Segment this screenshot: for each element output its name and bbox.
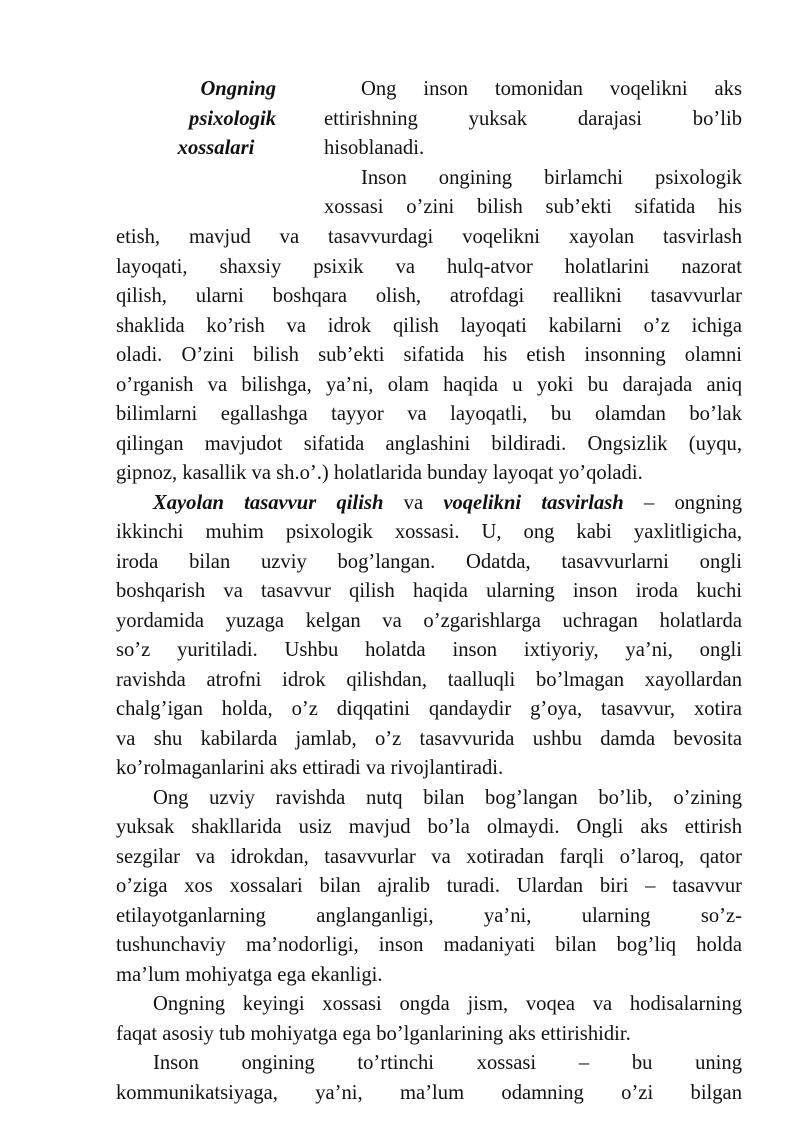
side-heading-line-3: xossalari bbox=[177, 137, 255, 159]
text-line: layoqati, shaxsiy psixik va hulq-atvor holatlarini nazorat bbox=[116, 255, 742, 278]
text-line: xossasi o’zini bilish sub’ekti sifatida his bbox=[324, 196, 742, 218]
text-line: sezgilar va idrokdan, tasavvurlar va xotiradan farqli o’laroq, qator bbox=[116, 845, 742, 868]
text-span: – ongning bbox=[623, 491, 743, 514]
text-line: etish, mavjud va tasavvurdagi voqelikni xayolan tasvirlash bbox=[116, 226, 742, 248]
emphasis-term: Xayolan tasavvur qilish bbox=[153, 491, 384, 514]
text-line: gipnoz, kasallik va sh.o’.) holatlarida bunday layoqat yo’qoladi. bbox=[116, 462, 643, 484]
text-line bbox=[116, 489, 742, 519]
text-line: ko’rolmaganlarini aks ettiradi va rivojlantiradi. bbox=[116, 757, 504, 779]
paragraph-2 bbox=[116, 489, 742, 784]
paragraph-4 bbox=[116, 990, 742, 1049]
intro-text bbox=[324, 75, 742, 223]
text-line: ettirishning yuksak darajasi bo’lib bbox=[324, 107, 742, 130]
text-line: Inson ongining birlamchi psixologik bbox=[361, 166, 742, 189]
text-line: Ongning keyingi xossasi ongda jism, voqea va hodisalarning bbox=[153, 993, 742, 1015]
text-line: tushunchaviy ma’nodorligi, inson madaniyati bilan bog’liq holda bbox=[116, 934, 742, 956]
text-line: va shu kabilarda jamlab, o’z tasavvurida ushbu damda bevosita bbox=[116, 727, 742, 750]
text-line: o’rganish va bilishga, ya’ni, olam haqida u yoki bu darajada aniq bbox=[116, 373, 742, 396]
text-line: o’ziga xos xossalari bilan ajralib turadi. Ulardan biri – tasavvur bbox=[116, 875, 742, 897]
paragraph-3 bbox=[116, 784, 742, 991]
paragraph-1 bbox=[116, 223, 742, 489]
text-line: Ong inson tomonidan voqelikni aks bbox=[361, 78, 742, 100]
side-heading-line-2: psixologik bbox=[189, 107, 276, 130]
side-heading bbox=[146, 75, 276, 164]
text-line: etilayotganlarning anglanganligi, ya’ni, ularning so’z- bbox=[116, 904, 742, 927]
text-line: kommunikatsiyaga, ya’ni, ma’lum odamning o’zi bilgan bbox=[116, 1081, 742, 1104]
text-line: Inson ongining to’rtinchi xossasi – bu uning bbox=[153, 1052, 742, 1074]
text-line: qilingan mavjudot sifatida anglashini bildiradi. Ongsizlik (uyqu, bbox=[116, 432, 742, 455]
text-line: yordamida yuzaga kelgan va o’zgarishlarga uchragan holatlarda bbox=[116, 609, 742, 632]
text-line: iroda bilan uzviy bog’langan. Odatda, tasavvurlarni ongli bbox=[116, 550, 742, 573]
paragraph-5 bbox=[116, 1049, 742, 1108]
text-line: shaklida ko’rish va idrok qilish layoqati kabilarni o’z ichiga bbox=[116, 314, 742, 337]
text-line: faqat asosiy tub mohiyatga ega bo’lganlarining aks ettirishidir. bbox=[116, 1022, 631, 1045]
text-line: ikkinchi muhim psixologik xossasi. U, ong kabi yaxlitligicha, bbox=[116, 521, 742, 543]
text-line: oladi. O’zini bilish sub’ekti sifatida his etish insonning olamni bbox=[116, 344, 742, 366]
text-line: ravishda atrofni idrok qilishdan, taalluqli bo’lmagan xayollardan bbox=[116, 668, 742, 691]
text-line: qilish, ularni boshqara olish, atrofdagi reallikni tasavvurlar bbox=[116, 285, 742, 307]
text-span: va bbox=[383, 491, 444, 514]
text-line: boshqarish va tasavvur qilish haqida ularning inson iroda kuchi bbox=[116, 580, 742, 602]
text-line: chalg’igan holda, o’z diqqatini qandaydir g’oya, tasavvur, xotira bbox=[116, 698, 742, 720]
emphasis-term: voqelikni tasvirlash bbox=[443, 491, 624, 514]
top-block bbox=[116, 75, 742, 223]
text-line: ma’lum mohiyatga ega ekanligi. bbox=[116, 963, 383, 986]
text-line: so’z yuritiladi. Ushbu holatda inson ixtiyoriy, ya’ni, ongli bbox=[116, 639, 742, 661]
text-line: bilimlarni egallashga tayyor va layoqatli, bu olamdan bo’lak bbox=[116, 403, 742, 425]
document-page bbox=[116, 75, 742, 1108]
side-heading-line-1: Ongning bbox=[200, 78, 276, 100]
text-line: yuksak shakllarida usiz mavjud bo’la olmaydi. Ongli aks ettirish bbox=[116, 816, 742, 838]
text-line: Ong uzviy ravishda nutq bilan bog’langan bo’lib, o’zining bbox=[153, 786, 742, 809]
text-line: hisoblanadi. bbox=[324, 137, 425, 159]
